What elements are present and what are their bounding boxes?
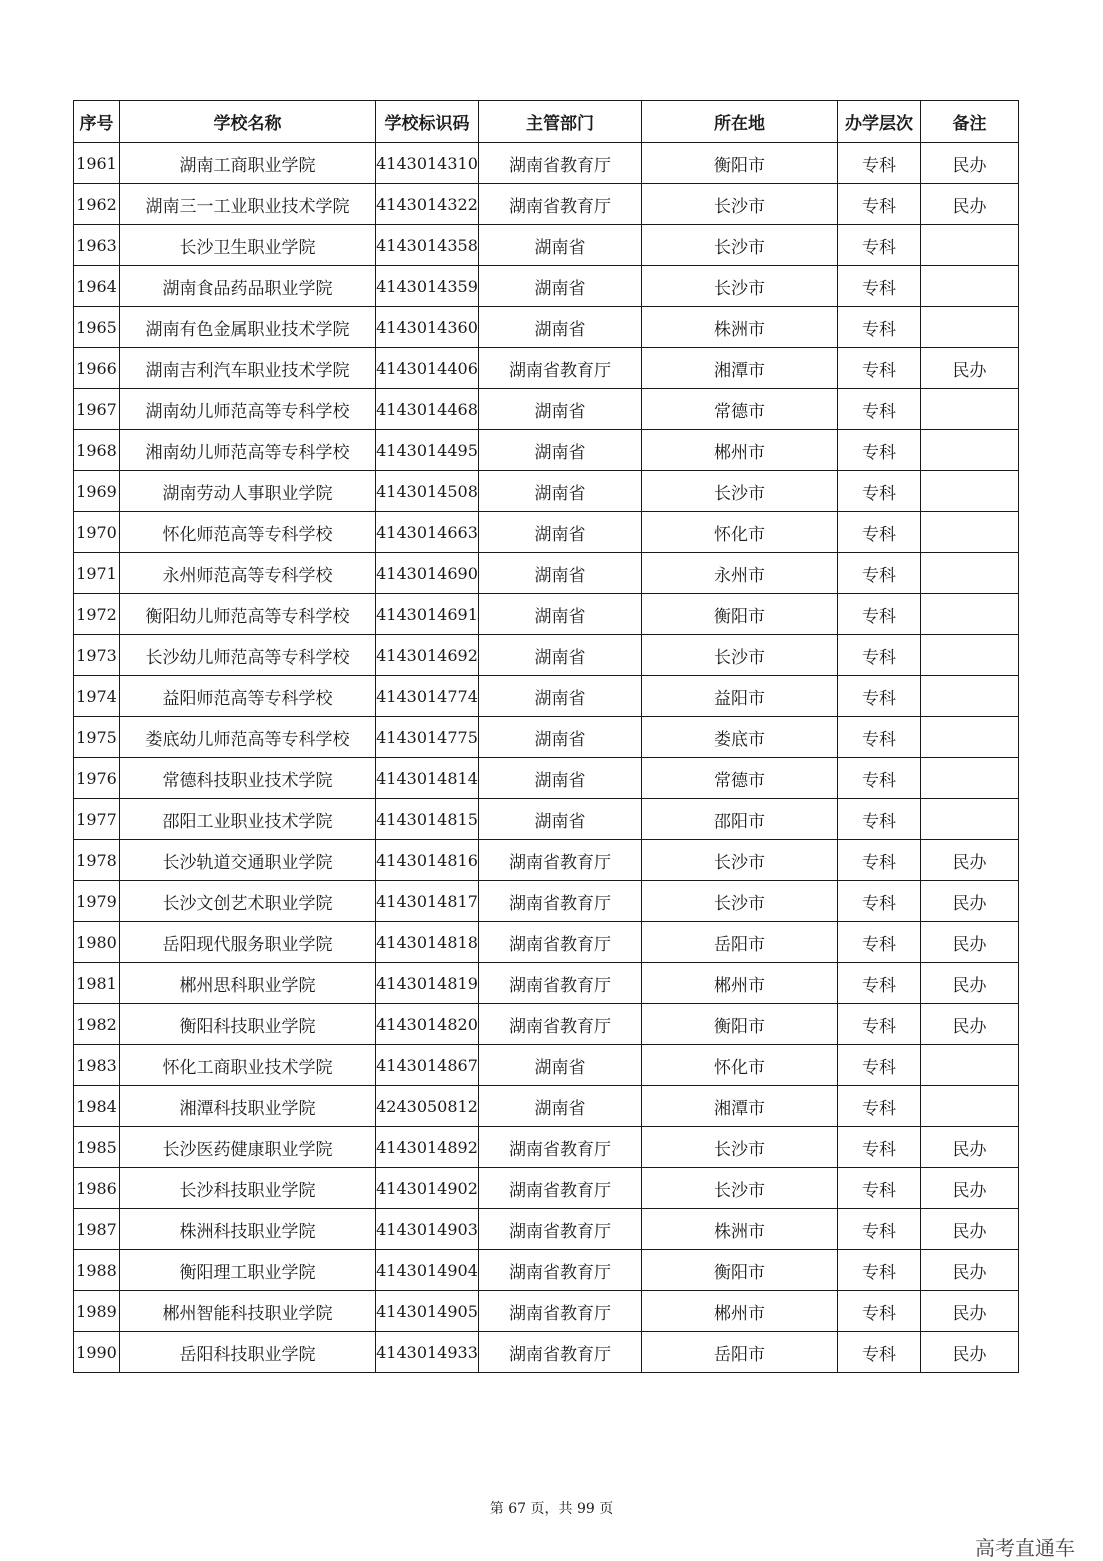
cell-index: 1967 [74,389,120,430]
table-row [74,676,1019,717]
cell-index: 1981 [74,963,120,1004]
cell-index: 1968 [74,430,120,471]
header-index: 序号 [74,101,120,143]
school-list-table [73,100,1019,1373]
cell-remark: 民办 [921,1127,1019,1168]
cell-level: 专科 [838,1086,921,1127]
cell-location: 长沙市 [642,881,838,922]
cell-level: 专科 [838,758,921,799]
cell-index: 1961 [74,143,120,184]
cell-school-name: 湖南吉利汽车职业技术学院 [120,348,376,389]
cell-level: 专科 [838,512,921,553]
cell-level: 专科 [838,471,921,512]
table-row [74,143,1019,184]
cell-school-code: 4143014406 [376,348,479,389]
cell-location: 常德市 [642,389,838,430]
cell-index: 1970 [74,512,120,553]
cell-school-name: 郴州思科职业学院 [120,963,376,1004]
cell-remark: 民办 [921,1168,1019,1209]
cell-level: 专科 [838,1332,921,1373]
cell-school-name: 常德科技职业技术学院 [120,758,376,799]
cell-index: 1988 [74,1250,120,1291]
cell-school-code: 4143014508 [376,471,479,512]
cell-level: 专科 [838,184,921,225]
cell-index: 1976 [74,758,120,799]
cell-department: 湖南省 [479,512,642,553]
table-row [74,1209,1019,1250]
cell-school-name: 长沙幼儿师范高等专科学校 [120,635,376,676]
cell-remark [921,430,1019,471]
cell-department: 湖南省 [479,471,642,512]
cell-remark: 民办 [921,1209,1019,1250]
cell-department: 湖南省教育厅 [479,143,642,184]
cell-location: 常德市 [642,758,838,799]
cell-department: 湖南省 [479,717,642,758]
cell-school-name: 衡阳幼儿师范高等专科学校 [120,594,376,635]
cell-location: 怀化市 [642,512,838,553]
cell-location: 衡阳市 [642,143,838,184]
cell-department: 湖南省 [479,266,642,307]
cell-remark [921,225,1019,266]
cell-school-code: 4143014775 [376,717,479,758]
cell-department: 湖南省 [479,799,642,840]
cell-index: 1964 [74,266,120,307]
cell-school-code: 4143014818 [376,922,479,963]
cell-school-code: 4143014774 [376,676,479,717]
cell-index: 1969 [74,471,120,512]
table-row [74,1291,1019,1332]
cell-school-name: 怀化师范高等专科学校 [120,512,376,553]
cell-department: 湖南省 [479,307,642,348]
cell-level: 专科 [838,430,921,471]
table-row [74,1045,1019,1086]
cell-school-code: 4143014892 [376,1127,479,1168]
cell-location: 长沙市 [642,225,838,266]
cell-department: 湖南省 [479,676,642,717]
cell-remark [921,1045,1019,1086]
cell-level: 专科 [838,635,921,676]
cell-index: 1977 [74,799,120,840]
table-row [74,553,1019,594]
cell-location: 岳阳市 [642,1332,838,1373]
cell-level: 专科 [838,143,921,184]
cell-school-code: 4143014817 [376,881,479,922]
cell-remark [921,307,1019,348]
cell-index: 1963 [74,225,120,266]
header-department: 主管部门 [479,101,642,143]
page-number: 第 67 页，共 99 页 [489,1501,614,1517]
cell-school-code: 4143014933 [376,1332,479,1373]
cell-location: 衡阳市 [642,1004,838,1045]
cell-school-name: 湖南有色金属职业技术学院 [120,307,376,348]
cell-index: 1971 [74,553,120,594]
cell-location: 湘潭市 [642,348,838,389]
cell-school-code: 4143014690 [376,553,479,594]
cell-school-code: 4143014322 [376,184,479,225]
cell-index: 1966 [74,348,120,389]
cell-school-name: 娄底幼儿师范高等专科学校 [120,717,376,758]
cell-location: 永州市 [642,553,838,594]
cell-school-code: 4143014816 [376,840,479,881]
cell-location: 长沙市 [642,840,838,881]
table-body [74,143,1019,1373]
cell-location: 株洲市 [642,1209,838,1250]
cell-level: 专科 [838,1004,921,1045]
cell-department: 湖南省 [479,553,642,594]
cell-school-code: 4143014692 [376,635,479,676]
cell-location: 长沙市 [642,184,838,225]
cell-level: 专科 [838,594,921,635]
table-row [74,881,1019,922]
table-row [74,471,1019,512]
cell-remark: 民办 [921,1332,1019,1373]
cell-location: 娄底市 [642,717,838,758]
cell-school-code: 4143014903 [376,1209,479,1250]
cell-index: 1974 [74,676,120,717]
cell-school-name: 长沙科技职业学院 [120,1168,376,1209]
table-row [74,635,1019,676]
table-row [74,430,1019,471]
cell-department: 湖南省教育厅 [479,840,642,881]
cell-location: 衡阳市 [642,594,838,635]
cell-school-name: 衡阳科技职业学院 [120,1004,376,1045]
cell-school-name: 湖南三一工业职业技术学院 [120,184,376,225]
table-row [74,225,1019,266]
cell-department: 湖南省教育厅 [479,1291,642,1332]
table-header-row [74,101,1019,143]
cell-school-code: 4143014495 [376,430,479,471]
cell-department: 湖南省教育厅 [479,1332,642,1373]
cell-index: 1987 [74,1209,120,1250]
cell-index: 1989 [74,1291,120,1332]
cell-location: 湘潭市 [642,1086,838,1127]
cell-location: 长沙市 [642,635,838,676]
table-row [74,799,1019,840]
cell-department: 湖南省 [479,1045,642,1086]
header-school-code: 学校标识码 [376,101,479,143]
table-row [74,348,1019,389]
cell-level: 专科 [838,676,921,717]
cell-location: 衡阳市 [642,1250,838,1291]
cell-school-name: 怀化工商职业技术学院 [120,1045,376,1086]
cell-school-code: 4143014358 [376,225,479,266]
table-row [74,963,1019,1004]
cell-index: 1973 [74,635,120,676]
cell-department: 湖南省 [479,389,642,430]
table-row [74,389,1019,430]
cell-index: 1962 [74,184,120,225]
cell-school-code: 4143014691 [376,594,479,635]
table-row [74,307,1019,348]
cell-department: 湖南省教育厅 [479,184,642,225]
cell-department: 湖南省 [479,1086,642,1127]
cell-index: 1965 [74,307,120,348]
cell-level: 专科 [838,266,921,307]
cell-location: 怀化市 [642,1045,838,1086]
cell-level: 专科 [838,1291,921,1332]
cell-index: 1986 [74,1168,120,1209]
cell-school-name: 湘南幼儿师范高等专科学校 [120,430,376,471]
table-row [74,1168,1019,1209]
cell-location: 长沙市 [642,471,838,512]
header-remark: 备注 [921,101,1019,143]
cell-department: 湖南省 [479,635,642,676]
cell-level: 专科 [838,348,921,389]
cell-level: 专科 [838,717,921,758]
cell-school-name: 邵阳工业职业技术学院 [120,799,376,840]
cell-school-code: 4143014360 [376,307,479,348]
cell-level: 专科 [838,1045,921,1086]
cell-department: 湖南省 [479,594,642,635]
cell-location: 长沙市 [642,1168,838,1209]
cell-level: 专科 [838,1168,921,1209]
cell-school-code: 4143014819 [376,963,479,1004]
cell-location: 郴州市 [642,430,838,471]
table-row [74,1127,1019,1168]
cell-department: 湖南省教育厅 [479,922,642,963]
cell-school-code: 4143014867 [376,1045,479,1086]
cell-school-name: 湖南食品药品职业学院 [120,266,376,307]
cell-department: 湖南省教育厅 [479,881,642,922]
cell-department: 湖南省教育厅 [479,1168,642,1209]
cell-remark [921,717,1019,758]
table-row [74,758,1019,799]
cell-school-code: 4143014904 [376,1250,479,1291]
cell-location: 株洲市 [642,307,838,348]
cell-index: 1979 [74,881,120,922]
table-row [74,1332,1019,1373]
cell-school-code: 4143014814 [376,758,479,799]
cell-level: 专科 [838,1209,921,1250]
cell-remark [921,471,1019,512]
header-level: 办学层次 [838,101,921,143]
cell-remark: 民办 [921,881,1019,922]
cell-location: 益阳市 [642,676,838,717]
table-row [74,922,1019,963]
cell-school-name: 长沙医药健康职业学院 [120,1127,376,1168]
cell-level: 专科 [838,840,921,881]
table-row [74,266,1019,307]
cell-school-name: 长沙轨道交通职业学院 [120,840,376,881]
cell-department: 湖南省教育厅 [479,1004,642,1045]
table-row [74,1004,1019,1045]
cell-location: 长沙市 [642,1127,838,1168]
watermark-logo-text: 高考直通车 [975,1536,1075,1560]
cell-school-code: 4143014902 [376,1168,479,1209]
cell-school-code: 4143014820 [376,1004,479,1045]
cell-location: 郴州市 [642,963,838,1004]
table-row [74,1086,1019,1127]
cell-school-name: 湘潭科技职业学院 [120,1086,376,1127]
cell-remark: 民办 [921,1291,1019,1332]
cell-school-code: 4143014663 [376,512,479,553]
cell-level: 专科 [838,389,921,430]
cell-school-name: 岳阳现代服务职业学院 [120,922,376,963]
cell-remark: 民办 [921,348,1019,389]
cell-school-name: 郴州智能科技职业学院 [120,1291,376,1332]
cell-school-name: 长沙卫生职业学院 [120,225,376,266]
cell-remark [921,512,1019,553]
cell-school-name: 岳阳科技职业学院 [120,1332,376,1373]
cell-level: 专科 [838,1250,921,1291]
cell-location: 岳阳市 [642,922,838,963]
table-row [74,594,1019,635]
cell-level: 专科 [838,881,921,922]
cell-remark: 民办 [921,1004,1019,1045]
cell-school-code: 4243050812 [376,1086,479,1127]
cell-school-name: 湖南工商职业学院 [120,143,376,184]
cell-remark [921,635,1019,676]
cell-remark [921,594,1019,635]
cell-level: 专科 [838,963,921,1004]
cell-remark [921,389,1019,430]
cell-level: 专科 [838,1127,921,1168]
cell-remark [921,553,1019,594]
cell-location: 邵阳市 [642,799,838,840]
cell-department: 湖南省 [479,430,642,471]
cell-index: 1990 [74,1332,120,1373]
cell-school-name: 衡阳理工职业学院 [120,1250,376,1291]
cell-school-name: 湖南劳动人事职业学院 [120,471,376,512]
table-row [74,512,1019,553]
cell-school-code: 4143014905 [376,1291,479,1332]
cell-index: 1978 [74,840,120,881]
cell-school-code: 4143014815 [376,799,479,840]
cell-department: 湖南省教育厅 [479,348,642,389]
cell-index: 1984 [74,1086,120,1127]
cell-level: 专科 [838,799,921,840]
cell-school-name: 湖南幼儿师范高等专科学校 [120,389,376,430]
cell-department: 湖南省 [479,225,642,266]
cell-school-code: 4143014310 [376,143,479,184]
cell-index: 1980 [74,922,120,963]
cell-department: 湖南省教育厅 [479,1209,642,1250]
cell-remark: 民办 [921,922,1019,963]
header-school-name: 学校名称 [120,101,376,143]
cell-remark: 民办 [921,184,1019,225]
cell-department: 湖南省教育厅 [479,963,642,1004]
cell-remark [921,266,1019,307]
cell-school-name: 永州师范高等专科学校 [120,553,376,594]
cell-level: 专科 [838,307,921,348]
cell-remark [921,676,1019,717]
cell-index: 1985 [74,1127,120,1168]
cell-index: 1972 [74,594,120,635]
cell-level: 专科 [838,553,921,594]
cell-department: 湖南省教育厅 [479,1127,642,1168]
cell-level: 专科 [838,225,921,266]
cell-level: 专科 [838,922,921,963]
table-row [74,184,1019,225]
cell-location: 长沙市 [642,266,838,307]
header-location: 所在地 [642,101,838,143]
cell-index: 1982 [74,1004,120,1045]
cell-remark: 民办 [921,143,1019,184]
cell-remark [921,799,1019,840]
cell-department: 湖南省教育厅 [479,1250,642,1291]
cell-remark: 民办 [921,840,1019,881]
table-row [74,840,1019,881]
cell-school-name: 株洲科技职业学院 [120,1209,376,1250]
cell-index: 1983 [74,1045,120,1086]
cell-location: 郴州市 [642,1291,838,1332]
cell-school-code: 4143014359 [376,266,479,307]
cell-remark: 民办 [921,1250,1019,1291]
cell-department: 湖南省 [479,758,642,799]
cell-remark: 民办 [921,963,1019,1004]
cell-remark [921,1086,1019,1127]
table-row [74,1250,1019,1291]
cell-remark [921,758,1019,799]
cell-school-name: 长沙文创艺术职业学院 [120,881,376,922]
table-row [74,717,1019,758]
cell-school-name: 益阳师范高等专科学校 [120,676,376,717]
cell-index: 1975 [74,717,120,758]
cell-school-code: 4143014468 [376,389,479,430]
